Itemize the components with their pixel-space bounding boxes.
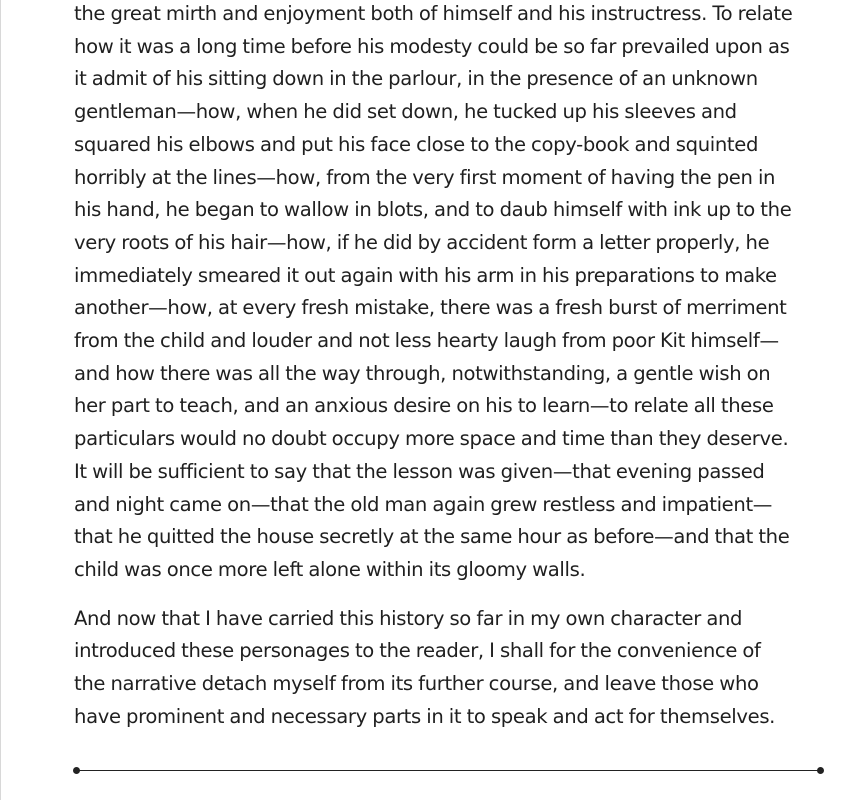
page-left-border [0,0,1,800]
text-line: particulars would no doubt occupy more space and time than they deserve. [74,427,789,451]
text-line: horribly at the lines—how, from the very first moment of having the pen in [74,165,776,189]
paragraph-1 [74,0,829,587]
divider-right-dot [817,767,824,774]
chapter-end-divider [75,770,821,771]
text-line: squared his elbows and put his face close to the copy-book and squinted [74,132,759,156]
divider-left-dot [73,767,80,774]
text-line: have prominent and necessary parts in it to speak and act for themselves. [74,704,776,728]
text-line: her part to teach, and an anxious desire on his to learn—to relate all these [74,394,774,418]
text-line: gentleman—how, when he did set down, he tucked up his sleeves and [74,100,737,124]
paragraph-2 [74,603,829,734]
text-line: immediately smeared it out again with his arm in his preparations to make [74,263,777,287]
text-line: another—how, at every fresh mistake, there was a fresh burst of merriment [74,296,787,320]
text-line: introduced these personages to the reader, I shall for the convenience of [74,639,761,663]
text-line: it admit of his sitting down in the parlour, in the presence of an unknown [74,67,758,91]
text-line: child was once more left alone within its gloomy walls. [74,557,586,581]
text-content [74,0,829,733]
text-line: the narrative detach myself from its further course, and leave those who [74,672,759,696]
text-line: And now that I have carried this history so far in my own character and [74,606,743,630]
text-line: his hand, he began to wallow in blots, and to daub himself with ink up to the [74,198,792,222]
text-line: very roots of his hair—how, if he did by accident form a letter properly, he [74,230,770,254]
text-line: It will be sufficient to say that the lesson was given—that evening passed [74,459,765,483]
text-line: how it was a long time before his modesty could be so far prevailed upon as [74,34,790,58]
text-line: that he quitted the house secretly at the same hour as before—and that the [74,525,790,549]
text-line: the great mirth and enjoyment both of himself and his instructress. To relate [74,2,793,25]
text-line: and night came on—that the old man again grew restless and impatient— [74,492,773,516]
text-line: from the child and louder and not less hearty laugh from poor Kit himself— [74,329,779,353]
text-line: and how there was all the way through, notwithstanding, a gentle wish on [74,361,771,385]
